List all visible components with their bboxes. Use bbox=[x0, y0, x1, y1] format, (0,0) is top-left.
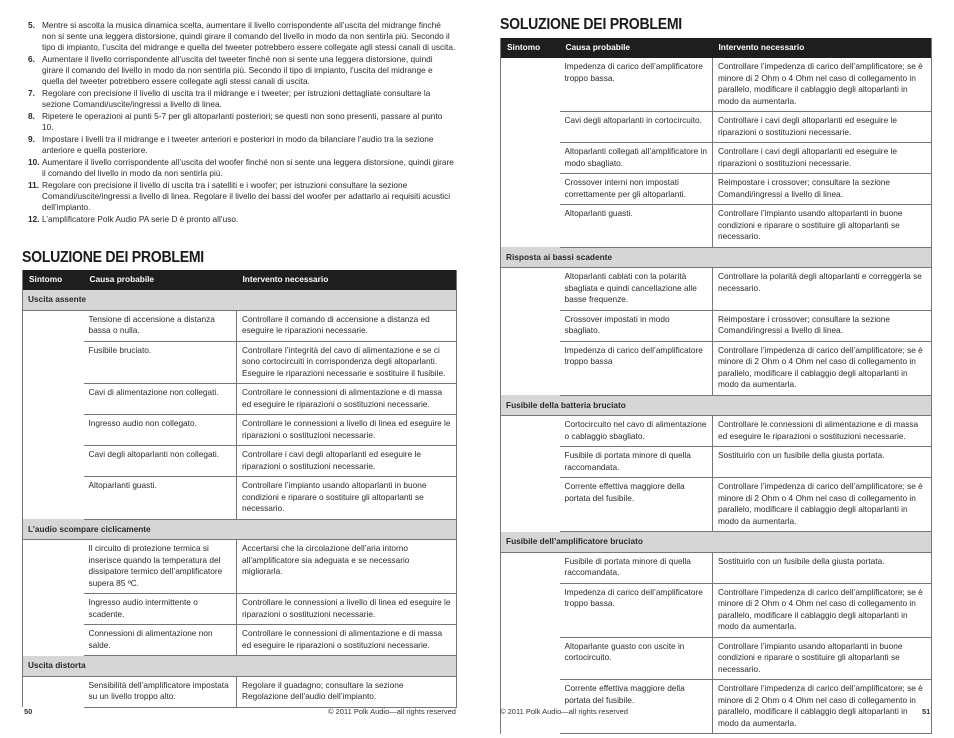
cause-cell: Crossover interni non impostati correttamente per gli altoparlanti. bbox=[560, 174, 713, 205]
cause-cell: Altoparlanti cablati con la polarità sbagliata e quindi cancellazione alle basse frequenze. bbox=[560, 268, 713, 311]
action-cell: Controllare le connessioni di alimentazione e di massa ed eseguire le riparazioni o sostituzioni necessarie. bbox=[237, 625, 457, 656]
step-text: Impostare i livelli tra il midrange e i tweeter anteriori e posteriori in modo da bilanciare l’audio tra la sezione anteriore e quella posteriore. bbox=[42, 134, 434, 155]
table-row bbox=[501, 552, 932, 583]
category-row bbox=[23, 519, 457, 540]
category-row bbox=[501, 247, 932, 268]
step-number: 9. bbox=[28, 134, 35, 144]
symptom-cell bbox=[501, 416, 560, 447]
cause-cell: Corrente effettiva maggiore della portata del fusibile. bbox=[560, 478, 713, 532]
header-causa: Causa probabile bbox=[84, 270, 237, 290]
cause-cell: Fusibile di portata minore di quella raccomandata. bbox=[560, 447, 713, 478]
category-label: Risposta ai bassi scadente bbox=[501, 247, 932, 268]
action-cell: Reimpostare i crossover; consultare la sezione Comandi/ingressi a livello di linea. bbox=[713, 174, 932, 205]
action-cell: Controllare l’integrità del cavo di alimentazione e se ci sono cortocircuiti in corrispondenza degli altoparlanti. Eseguire le riparazioni necessarie e sostituire il fusibile. bbox=[237, 341, 457, 384]
table-row bbox=[501, 310, 932, 341]
table-row bbox=[501, 416, 932, 447]
action-cell: Sostituirlo con un fusibile della giusta portata. bbox=[713, 447, 932, 478]
cause-cell: Corrente effettiva maggiore della portata del fusibile. bbox=[560, 680, 713, 734]
action-cell: Accertarsi che la circolazione dell’aria intorno all’amplificatore sia adeguata e se necessario migliorarla. bbox=[237, 540, 457, 594]
action-cell: Controllare i cavi degli altoparlanti ed eseguire le riparazioni o sostituzioni necessarie. bbox=[237, 446, 457, 477]
symptom-cell bbox=[501, 112, 560, 143]
cause-cell: Il circuito di protezione termica si inserisce quando la temperatura del dissipatore termico dell’amplificatore supera 85 ºC. bbox=[84, 540, 237, 594]
header-sintomo: Sintomo bbox=[501, 38, 560, 58]
table-row bbox=[23, 310, 457, 341]
action-cell: Controllare le connessioni di alimentazione e di massa ed eseguire le riparazioni o sostituzioni necessarie. bbox=[713, 416, 932, 447]
action-cell: Reimpostare i crossover; consultare la sezione Comandi/ingressi a livello di linea. bbox=[713, 310, 932, 341]
step-number: 12. bbox=[28, 214, 40, 224]
category-label: Uscita distorta bbox=[23, 656, 457, 677]
instruction-step bbox=[22, 20, 456, 53]
action-cell: Controllare l’impedenza di carico dell’amplificatore; se è minore di 2 Ohm o 4 Ohm nel caso di collegamento in parallelo, modificare il cablaggio degli altoparlanti in modo da aumentarla. bbox=[713, 478, 932, 532]
action-cell: Controllare l’impedenza di carico dell’amplificatore; se è minore di 2 Ohm o 4 Ohm nel caso di collegamento in parallelo, modificare il cablaggio degli altoparlanti in modo da aumentarla. bbox=[713, 680, 932, 734]
symptom-cell bbox=[501, 552, 560, 583]
cause-cell: Fusibile bruciato. bbox=[84, 341, 237, 384]
table-row bbox=[501, 143, 932, 174]
instruction-step bbox=[22, 157, 456, 179]
table-row bbox=[23, 384, 457, 415]
action-cell: Controllare la polarità degli altoparlanti e correggerla se necessario. bbox=[713, 268, 932, 311]
cause-cell: Ingresso audio intermittente o scadente. bbox=[84, 594, 237, 625]
action-cell: Controllare l’impianto usando altoparlanti in buone condizioni e riparare o sostituire gli altoparlanti se necessario. bbox=[237, 477, 457, 520]
table-row bbox=[501, 174, 932, 205]
symptom-cell bbox=[23, 676, 84, 707]
symptom-cell bbox=[501, 310, 560, 341]
step-text: Mentre si ascolta la musica dinamica scelta, aumentare il livello corrispondente all’uscita del midrange finché non si sente una leggera distorsione, quindi girare il comando del livello in modo da non sentirla più. Secondo il tipo di impianto, l’uscita del midrange e quella del tweeter potrebbero essere collegate agli stessi canali di uscita. bbox=[42, 20, 456, 52]
step-number: 6. bbox=[28, 54, 35, 64]
instruction-step bbox=[22, 111, 456, 133]
category-row bbox=[501, 395, 932, 416]
step-text: Aumentare il livello corrispondente all’uscita del woofer finché non si sente una leggera distorsione, quindi girare il comando del livello in modo da non sentirla più. bbox=[42, 157, 454, 178]
cause-cell: Cortocircuito nel cavo di alimentazione o cablaggio sbagliato. bbox=[560, 416, 713, 447]
symptom-cell bbox=[23, 341, 84, 384]
table-row bbox=[501, 583, 932, 637]
symptom-cell bbox=[501, 268, 560, 311]
table-row bbox=[501, 478, 932, 532]
cause-cell: Altoparlante guasto con uscite in cortocircuito. bbox=[560, 637, 713, 680]
symptom-cell bbox=[501, 205, 560, 248]
action-cell: Controllare l’impedenza di carico dell’amplificatore; se è minore di 2 Ohm o 4 Ohm nel caso di collegamento in parallelo, modificare il cablaggio degli altoparlanti in modo da aumentarla. bbox=[713, 341, 932, 395]
instruction-step bbox=[22, 54, 456, 87]
symptom-cell bbox=[23, 625, 84, 656]
table-row bbox=[23, 341, 457, 384]
action-cell: Controllare il comando di accensione a distanza ed eseguire le riparazioni necessarie. bbox=[237, 310, 457, 341]
instruction-steps bbox=[22, 20, 456, 226]
step-text: Ripetere le operazioni ai punti 5-7 per gli altoparlanti posteriori; se questi non sono presenti, passare al punto 10. bbox=[42, 111, 443, 132]
action-cell: Controllare le connessioni di alimentazione e di massa ed eseguire le riparazioni o sostituzioni necessarie. bbox=[237, 384, 457, 415]
symptom-cell bbox=[501, 58, 560, 112]
page-number-left: 50 bbox=[24, 707, 33, 716]
action-cell: Controllare l’impianto usando altoparlanti in buone condizioni e riparare o sostituire gli altoparlanti se necessario. bbox=[713, 205, 932, 248]
cause-cell: Connessioni di alimentazione non salde. bbox=[84, 625, 237, 656]
cause-cell: Fusibile di portata minore di quella raccomandata. bbox=[560, 552, 713, 583]
step-text: Aumentare il livello corrispondente all’uscita del tweeter finché non si sente una leggera distorsione, quindi girare il comando del livello in modo da non sentirla più. Secondo il tipo di impianto, l’uscita del midrange e quella del tweeter potrebbero essere collegate agli stessi canali di uscita. bbox=[42, 54, 433, 86]
step-text: L’amplificatore Polk Audio PA serie D è pronto all’uso. bbox=[42, 214, 239, 224]
cause-cell: Sensibilità dell’amplificatore impostata su un livello troppo alto. bbox=[84, 676, 237, 707]
symptom-cell bbox=[23, 446, 84, 477]
action-cell: Controllare i cavi degli altoparlanti ed eseguire le riparazioni o sostituzioni necessarie. bbox=[713, 143, 932, 174]
symptom-cell bbox=[23, 477, 84, 520]
table-row bbox=[23, 676, 457, 707]
cause-cell: Ingresso audio non collegato. bbox=[84, 415, 237, 446]
action-cell: Controllare le connessioni a livello di linea ed eseguire le riparazioni o sostituzioni necessarie. bbox=[237, 594, 457, 625]
symptom-cell bbox=[501, 143, 560, 174]
symptom-cell bbox=[501, 174, 560, 205]
action-cell: Controllare l’impianto usando altoparlanti in buone condizioni e riparare o sostituire gli altoparlanti se necessario. bbox=[713, 637, 932, 680]
table-row bbox=[23, 415, 457, 446]
action-cell: Controllare i cavi degli altoparlanti ed eseguire le riparazioni o sostituzioni necessarie. bbox=[713, 112, 932, 143]
symptom-cell bbox=[501, 637, 560, 680]
category-label: Fusibile della batteria bruciato bbox=[501, 395, 932, 416]
step-text: Regolare con precisione il livello di uscita tra i satelliti e i woofer; per istruzioni consultare la sezione Comandi/uscite/ingressi a livello di linea. Regolare il livello dei bassi del woofer per adattarlo ai requisiti acustici dell’impianto. bbox=[42, 180, 451, 212]
troubleshooting-heading-right: SOLUZIONE DEI PROBLEMI bbox=[500, 16, 682, 33]
copyright-left: © 2011 Polk Audio—all rights reserved bbox=[328, 707, 456, 716]
action-cell: Controllare l’impedenza di carico dell’amplificatore; se è minore di 2 Ohm o 4 Ohm nel caso di collegamento in parallelo, modificare il cablaggio degli altoparlanti in modo da aumentarla. bbox=[713, 583, 932, 637]
symptom-cell bbox=[23, 594, 84, 625]
troubleshooting-table-right bbox=[500, 38, 932, 734]
cause-cell: Crossover impostati in modo sbagliato. bbox=[560, 310, 713, 341]
table-row bbox=[23, 625, 457, 656]
category-row bbox=[23, 290, 457, 310]
table-row bbox=[501, 637, 932, 680]
table-row bbox=[501, 447, 932, 478]
troubleshooting-heading-left: SOLUZIONE DEI PROBLEMI bbox=[22, 249, 204, 266]
table-row bbox=[23, 540, 457, 594]
symptom-cell bbox=[23, 415, 84, 446]
step-text: Regolare con precisione il livello di uscita tra il midrange e i tweeter; per istruzioni dettagliate consultare la sezione Comandi/uscite/ingressi a livello di linea. bbox=[42, 88, 431, 109]
symptom-cell bbox=[501, 447, 560, 478]
step-number: 10. bbox=[28, 157, 40, 167]
category-label: Uscita assente bbox=[23, 290, 457, 310]
table-row bbox=[501, 112, 932, 143]
cause-cell: Impedenza di carico dell’amplificatore troppo bassa. bbox=[560, 583, 713, 637]
cause-cell: Altoparlanti guasti. bbox=[560, 205, 713, 248]
cause-cell: Tensione di accensione a distanza bassa o nulla. bbox=[84, 310, 237, 341]
category-row bbox=[23, 656, 457, 677]
category-label: L’audio scompare ciclicamente bbox=[23, 519, 457, 540]
table-row bbox=[23, 446, 457, 477]
symptom-cell bbox=[23, 540, 84, 594]
instruction-step bbox=[22, 88, 456, 110]
action-cell: Regolare il guadagno; consultare la sezione Regolazione dell’audio dell’impianto. bbox=[237, 676, 457, 707]
cause-cell: Altoparlanti collegati all’amplificatore in modo sbagliato. bbox=[560, 143, 713, 174]
cause-cell: Impedenza di carico dell’amplificatore troppo bassa bbox=[560, 341, 713, 395]
step-number: 8. bbox=[28, 111, 35, 121]
symptom-cell bbox=[501, 583, 560, 637]
category-label: Fusibile dell’amplificatore bruciato bbox=[501, 532, 932, 553]
action-cell: Sostituirlo con un fusibile della giusta portata. bbox=[713, 552, 932, 583]
step-number: 5. bbox=[28, 20, 35, 30]
cause-cell: Impedenza di carico dell’amplificatore troppo bassa. bbox=[560, 58, 713, 112]
table-header-row bbox=[501, 38, 932, 58]
step-number: 11. bbox=[28, 180, 40, 190]
page-number-right: 51 bbox=[922, 707, 931, 716]
copyright-right: © 2011 Polk Audio—all rights reserved bbox=[500, 707, 628, 716]
instruction-step bbox=[22, 214, 456, 225]
cause-cell: Cavi degli altoparlanti in cortocircuito. bbox=[560, 112, 713, 143]
cause-cell: Cavi degli altoparlanti non collegati. bbox=[84, 446, 237, 477]
header-causa: Causa probabile bbox=[560, 38, 713, 58]
symptom-cell bbox=[23, 384, 84, 415]
category-row bbox=[501, 532, 932, 553]
table-row bbox=[23, 594, 457, 625]
instruction-step bbox=[22, 180, 456, 213]
table-row bbox=[23, 477, 457, 520]
cause-cell: Cavi di alimentazione non collegati. bbox=[84, 384, 237, 415]
table-row bbox=[501, 341, 932, 395]
header-intervento: Intervento necessario bbox=[237, 270, 457, 290]
troubleshooting-table-left bbox=[22, 270, 457, 708]
symptom-cell bbox=[23, 310, 84, 341]
header-sintomo: Sintomo bbox=[23, 270, 84, 290]
table-header-row bbox=[23, 270, 457, 290]
action-cell: Controllare l’impedenza di carico dell’amplificatore; se è minore di 2 Ohm o 4 Ohm nel caso di collegamento in parallelo, modificare il cablaggio degli altoparlanti in modo da aumentarla. bbox=[713, 58, 932, 112]
table-row bbox=[501, 268, 932, 311]
table-row bbox=[501, 58, 932, 112]
instruction-step bbox=[22, 134, 456, 156]
cause-cell: Altoparlanti guasti. bbox=[84, 477, 237, 520]
symptom-cell bbox=[501, 478, 560, 532]
step-number: 7. bbox=[28, 88, 35, 98]
table-row bbox=[501, 205, 932, 248]
header-intervento: Intervento necessario bbox=[713, 38, 932, 58]
action-cell: Controllare le connessioni a livello di linea ed eseguire le riparazioni o sostituzioni necessarie. bbox=[237, 415, 457, 446]
symptom-cell bbox=[501, 341, 560, 395]
